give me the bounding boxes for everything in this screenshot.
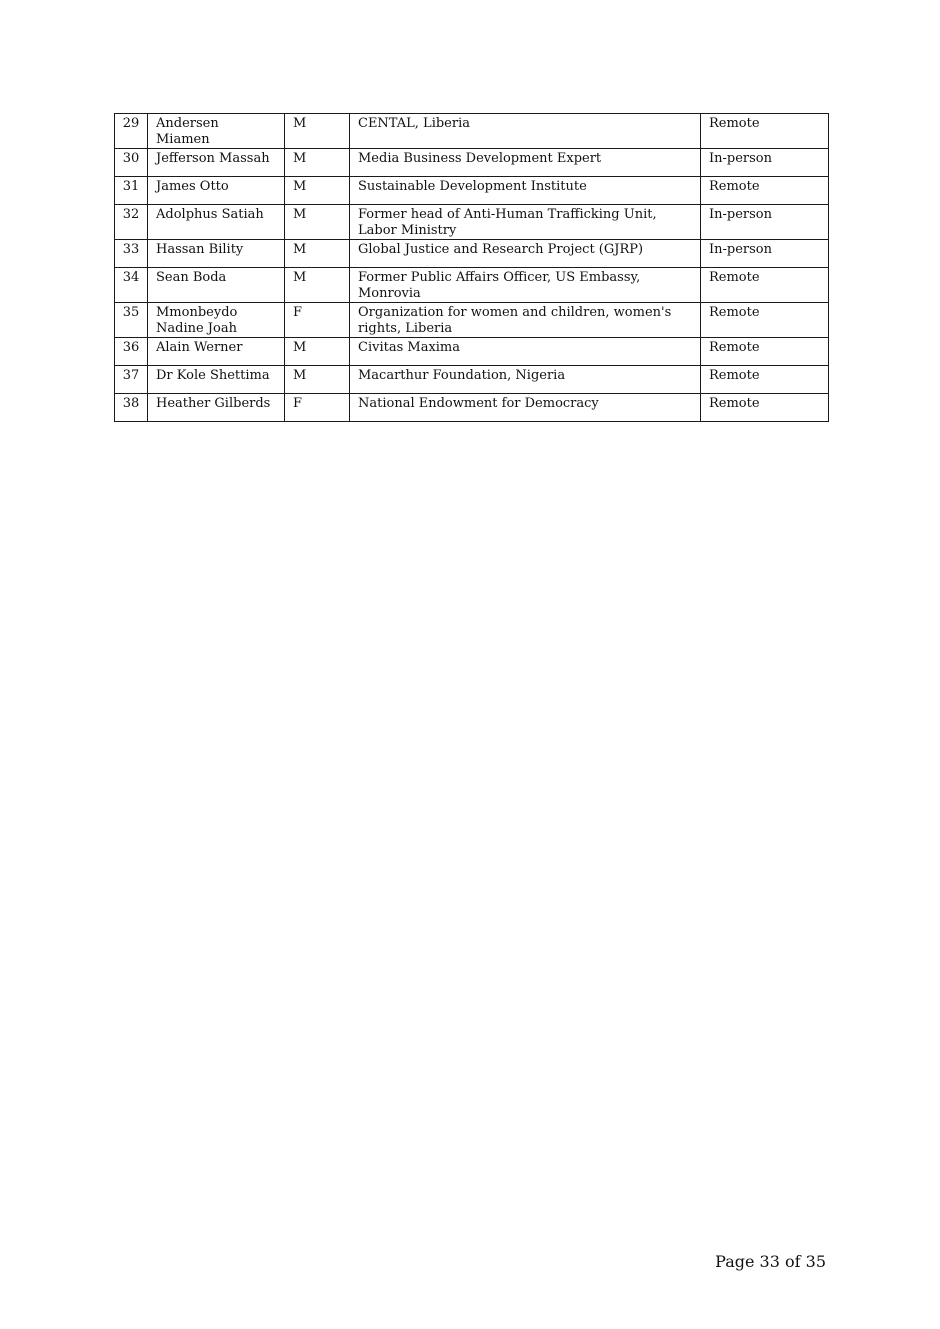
participation-mode: In-person bbox=[701, 240, 829, 268]
table-row bbox=[115, 394, 829, 422]
table-row bbox=[115, 303, 829, 338]
participation-mode: In-person bbox=[701, 149, 829, 177]
page-number: Page 33 of 35 bbox=[715, 1252, 826, 1271]
participant-name: Adolphus Satiah bbox=[148, 205, 285, 240]
table-row bbox=[115, 114, 829, 149]
participant-name: James Otto bbox=[148, 177, 285, 205]
participation-mode: Remote bbox=[701, 338, 829, 366]
row-number: 33 bbox=[115, 240, 148, 268]
participant-organization: Former head of Anti-Human Trafficking Unit, Labor Ministry bbox=[350, 205, 701, 240]
participant-gender: M bbox=[285, 149, 350, 177]
participant-name: Mmonbeydo Nadine Joah bbox=[148, 303, 285, 338]
participants-table bbox=[114, 113, 829, 422]
participant-name: Sean Boda bbox=[148, 268, 285, 303]
row-number: 31 bbox=[115, 177, 148, 205]
participation-mode: Remote bbox=[701, 303, 829, 338]
participation-mode: Remote bbox=[701, 114, 829, 149]
participant-organization: Global Justice and Research Project (GJRP) bbox=[350, 240, 701, 268]
participant-gender: F bbox=[285, 394, 350, 422]
participation-mode: Remote bbox=[701, 394, 829, 422]
participation-mode: Remote bbox=[701, 177, 829, 205]
table-row bbox=[115, 177, 829, 205]
participant-gender: M bbox=[285, 177, 350, 205]
participant-gender: M bbox=[285, 114, 350, 149]
participant-name: Dr Kole Shettima bbox=[148, 366, 285, 394]
participant-name: Hassan Bility bbox=[148, 240, 285, 268]
table-row bbox=[115, 366, 829, 394]
participant-name: Jefferson Massah bbox=[148, 149, 285, 177]
participation-mode: In-person bbox=[701, 205, 829, 240]
row-number: 34 bbox=[115, 268, 148, 303]
participant-organization: Civitas Maxima bbox=[350, 338, 701, 366]
table-row bbox=[115, 205, 829, 240]
row-number: 38 bbox=[115, 394, 148, 422]
participant-name: Heather Gilberds bbox=[148, 394, 285, 422]
participation-mode: Remote bbox=[701, 268, 829, 303]
participant-name: Alain Werner bbox=[148, 338, 285, 366]
table-row bbox=[115, 268, 829, 303]
participant-name: Andersen Miamen bbox=[148, 114, 285, 149]
table-row bbox=[115, 338, 829, 366]
row-number: 35 bbox=[115, 303, 148, 338]
participant-organization: Macarthur Foundation, Nigeria bbox=[350, 366, 701, 394]
table-row bbox=[115, 149, 829, 177]
participant-organization: Former Public Affairs Officer, US Embassy, Monrovia bbox=[350, 268, 701, 303]
participant-gender: M bbox=[285, 268, 350, 303]
participant-organization: Sustainable Development Institute bbox=[350, 177, 701, 205]
row-number: 37 bbox=[115, 366, 148, 394]
row-number: 36 bbox=[115, 338, 148, 366]
participant-gender: F bbox=[285, 303, 350, 338]
participant-gender: M bbox=[285, 366, 350, 394]
participant-organization: CENTAL, Liberia bbox=[350, 114, 701, 149]
participant-gender: M bbox=[285, 338, 350, 366]
participant-organization: National Endowment for Democracy bbox=[350, 394, 701, 422]
row-number: 30 bbox=[115, 149, 148, 177]
participant-gender: M bbox=[285, 240, 350, 268]
participant-organization: Organization for women and children, women's rights, Liberia bbox=[350, 303, 701, 338]
participant-gender: M bbox=[285, 205, 350, 240]
row-number: 29 bbox=[115, 114, 148, 149]
participant-organization: Media Business Development Expert bbox=[350, 149, 701, 177]
participation-mode: Remote bbox=[701, 366, 829, 394]
table-row bbox=[115, 240, 829, 268]
row-number: 32 bbox=[115, 205, 148, 240]
